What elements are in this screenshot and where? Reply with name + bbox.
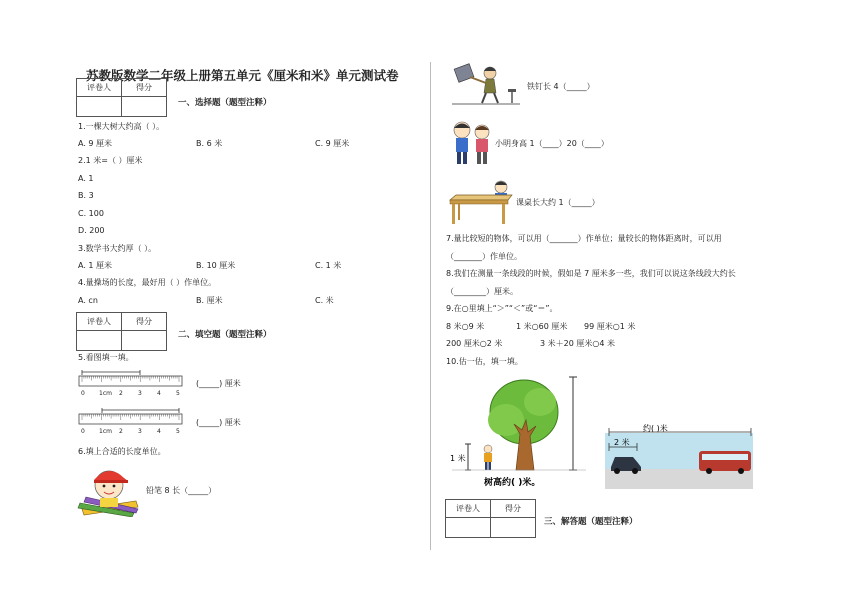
ruler-label: 2 [119, 390, 123, 397]
ruler-label: 2 [119, 428, 123, 435]
section-heading-fill: 二、填空题（题型注释） [178, 330, 272, 340]
question-8-line-1: 8.我们在测量一条线段的时候，假如是 7 厘米多一些，我们可以说这条线段大约长 [446, 269, 736, 278]
q6-nail-item[interactable]: 铁钉长 4（_____） [527, 82, 595, 91]
desk-illustration [446, 178, 516, 226]
question-4: 4.量操场的长度，最好用（ ）作单位。 [78, 278, 217, 287]
ruler-labels [81, 428, 180, 435]
question-10: 10.估一估，填一填。 [446, 357, 523, 366]
score-cell[interactable] [491, 518, 536, 538]
q1-option-c: C. 9 厘米 [315, 139, 350, 148]
page-title: 苏教版数学二年级上册第五单元《厘米和米》单元测试卷 [86, 68, 399, 83]
q6-desk-item[interactable]: 课桌长大约 1（_____） [516, 198, 600, 207]
q2-option-d: D. 200 [78, 226, 105, 235]
ruler-label: 3 [138, 428, 142, 435]
ruler-label: 3 [138, 390, 142, 397]
children-measuring-illustration [448, 120, 496, 166]
ruler-label: 0 [81, 428, 85, 435]
score-table-header-grader: 评卷人 [77, 313, 122, 331]
q1-option-b: B. 6 米 [196, 139, 223, 148]
ruler-label: 5 [176, 390, 180, 397]
score-table-header-score: 得分 [122, 79, 167, 97]
score-cell[interactable] [77, 97, 122, 117]
ruler-1 [78, 368, 184, 402]
ruler-label: 1cm [99, 390, 112, 397]
score-table-header-score: 得分 [122, 313, 167, 331]
q3-option-a: A. 1 厘米 [78, 261, 113, 270]
score-cell[interactable] [446, 518, 491, 538]
score-table-header-grader: 评卷人 [446, 500, 491, 518]
ruler-label: 5 [176, 428, 180, 435]
question-9: 9.在○里填上“＞”“＜”或“＝”。 [446, 304, 558, 313]
ruler-label: 0 [81, 390, 85, 397]
ruler-label: 4 [157, 428, 161, 435]
question-8-line-2: （________）厘米。 [446, 287, 518, 296]
score-table-2 [76, 312, 167, 351]
tree-caption: 树高约( )米。 [484, 478, 541, 488]
q9-compare-3[interactable]: 99 厘米○1 米 [584, 322, 636, 331]
q2-option-b: B. 3 [78, 191, 94, 200]
score-table-3 [445, 499, 536, 538]
tree-height-illustration [448, 372, 590, 490]
q5-blank-1[interactable]: (_____) 厘米 [196, 379, 241, 388]
q4-option-b: B. 厘米 [196, 296, 223, 305]
column-divider [430, 62, 431, 550]
q9-compare-1[interactable]: 8 米○9 米 [446, 322, 485, 331]
q2-option-a: A. 1 [78, 174, 94, 183]
ruler-label: 1cm [99, 428, 112, 435]
question-3: 3.数学书大约厚（ ）。 [78, 244, 157, 253]
q1-option-a: A. 9 厘米 [78, 139, 113, 148]
q9-compare-2[interactable]: 1 米○60 厘米 [516, 322, 568, 331]
q3-option-c: C. 1 米 [315, 261, 342, 270]
question-7-line-1: 7.量比较短的物体，可以用（_______）作单位；量较长的物体距离时，可以用 [446, 234, 722, 243]
question-7-line-2: （_______）作单位。 [446, 252, 522, 261]
q6-height-item[interactable]: 小明身高 1（____）20（____） [495, 139, 609, 148]
q4-option-c: C. 米 [315, 296, 334, 305]
q9-compare-5[interactable]: 3 米＋20 厘米○4 米 [540, 339, 615, 348]
q5-blank-2[interactable]: (_____) 厘米 [196, 418, 241, 427]
q4-option-a: A. cn [78, 296, 98, 305]
q9-compare-4[interactable]: 200 厘米○2 米 [446, 339, 503, 348]
ruler-label: 4 [157, 390, 161, 397]
q6-pencil-item[interactable]: 铅笔 8 长（_____） [146, 486, 217, 495]
cartoon-boy-pencils-illustration [76, 461, 142, 517]
score-cell[interactable] [122, 97, 167, 117]
two-meter-label: 2 米 [614, 438, 630, 447]
ruler-2 [78, 406, 184, 440]
section-heading-answer: 三、解答题（题型注释） [544, 517, 638, 527]
hammer-nail-illustration [450, 63, 522, 107]
score-cell[interactable] [77, 331, 122, 351]
question-5: 5.看图填一填。 [78, 353, 134, 362]
score-cell[interactable] [122, 331, 167, 351]
question-1: 1.一棵大树大约高（ ）。 [78, 122, 165, 131]
car-bus-distance-illustration [605, 423, 753, 489]
question-6: 6.填上合适的长度单位。 [78, 447, 166, 456]
score-table-1 [76, 78, 167, 117]
score-table-header-grader: 评卷人 [77, 79, 122, 97]
section-heading-choice: 一、选择题（题型注释） [178, 98, 272, 108]
one-meter-label: 1 米 [450, 454, 466, 463]
q2-option-c: C. 100 [78, 209, 104, 218]
q3-option-b: B. 10 厘米 [196, 261, 236, 270]
question-2: 2.1 米=（ ）厘米 [78, 156, 143, 165]
score-table-header-score: 得分 [491, 500, 536, 518]
approx-distance-label: 约( )米 [643, 424, 668, 433]
ruler-labels [81, 390, 180, 397]
